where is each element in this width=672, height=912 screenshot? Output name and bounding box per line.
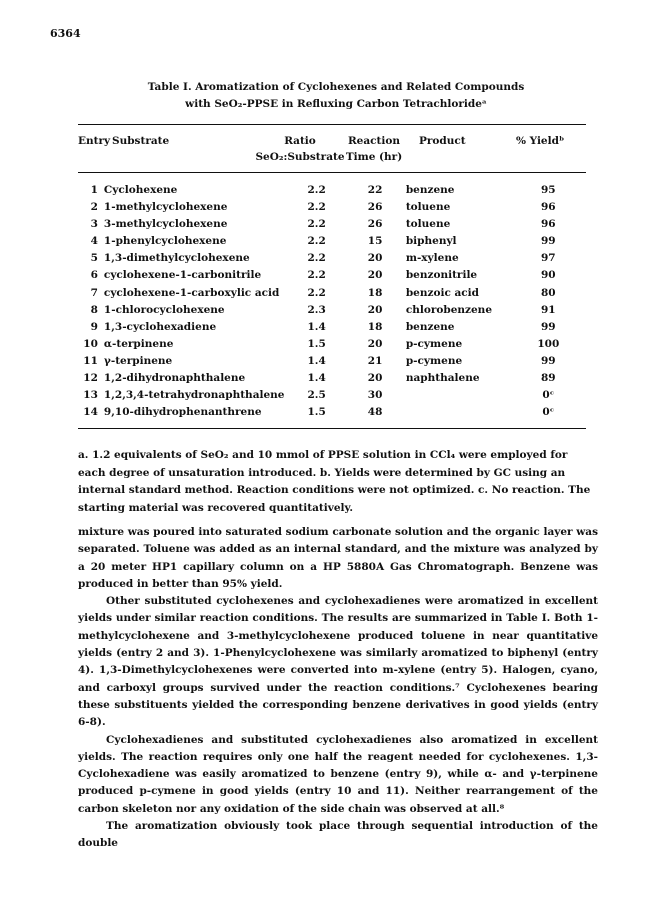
cell-yield: 99 <box>540 235 556 248</box>
cell-substrate: 1,3-cyclohexadiene <box>103 320 217 333</box>
header-ratio-line1: Ratio <box>284 135 316 147</box>
cell-substrate: 1,3-dimethylcyclohexene <box>103 252 250 265</box>
cell-entry: 13 <box>83 389 98 402</box>
cell-product: benzoic acid <box>405 286 480 299</box>
cell-product: benzene <box>405 320 455 333</box>
cell-substrate: 1-chlorocyclohexene <box>103 303 225 316</box>
cell-ratio: 2.2 <box>307 218 326 231</box>
cell-yield: 96 <box>540 201 556 214</box>
cell-product: toluene <box>405 218 451 231</box>
table-row <box>78 233 586 250</box>
table-row <box>78 285 586 302</box>
cell-ratio: 1.4 <box>307 354 326 367</box>
cell-time: 20 <box>367 252 383 265</box>
table-title <box>0 79 672 113</box>
cell-yield: 80 <box>540 286 556 299</box>
cell-ratio: 1.4 <box>307 320 326 333</box>
cell-entry: 9 <box>90 320 98 333</box>
cell-entry: 14 <box>83 406 98 419</box>
cell-time: 22 <box>367 184 383 196</box>
header-entry: Entry <box>78 135 111 147</box>
cell-time: 18 <box>367 320 383 333</box>
header-ratio <box>248 133 352 165</box>
cell-entry: 2 <box>90 201 98 214</box>
cell-product <box>406 404 511 421</box>
cell-product: p-cymene <box>405 337 463 350</box>
cell-yield: 100 <box>537 337 560 350</box>
cell-ratio: 2.2 <box>307 269 326 282</box>
cell-yield: 95 <box>540 184 556 196</box>
cell-product <box>406 387 511 404</box>
table-row <box>78 267 586 284</box>
cell-substrate: cyclohexene-1-carbonitrile <box>103 269 262 282</box>
cell-ratio: 2.3 <box>307 303 326 316</box>
cell-entry: 8 <box>90 303 98 316</box>
header-substrate: Substrate <box>112 135 170 147</box>
table-footnote: a. 1.2 equivalents of SeO₂ and 10 mmol of PPSE solution in CCl₄ were employed for each degree of unsaturation introduced. b. Yields were determined by GC using an internal standard method. Reaction conditions were not optimized. c. No reaction. The starting material was recovered quantitatively. <box>78 449 591 514</box>
cell-ratio: 2.2 <box>307 184 326 196</box>
cell-ratio: 2.2 <box>307 201 326 214</box>
table-row <box>78 182 586 199</box>
table-row <box>78 199 586 216</box>
cell-substrate: γ-terpinene <box>103 354 173 367</box>
cell-entry: 4 <box>90 235 98 248</box>
header-product: Product <box>419 135 466 147</box>
header-time-line2: Time (hr) <box>345 151 403 163</box>
cell-time: 26 <box>367 201 383 214</box>
table-row <box>78 250 586 267</box>
cell-entry: 3 <box>90 218 98 231</box>
header-ratio-line2: SeO₂:Substrate <box>255 151 345 163</box>
table-bottom-rule <box>78 428 586 429</box>
cell-yield: 99 <box>540 320 556 333</box>
paragraph-1: mixture was poured into saturated sodium carbonate solution and the organic layer was separated. Toluene was added as an internal standard, and the mixture was analyzed by a 20 meter HP1 capillary column on a HP 5880A Gas Chromatograph. Benzene was produced in better than 95% yield. <box>78 526 598 590</box>
cell-entry: 12 <box>83 372 98 385</box>
cell-yield: 96 <box>540 218 556 231</box>
cell-yield: 0ᶜ <box>542 406 555 419</box>
table-row <box>78 319 586 336</box>
cell-entry: 6 <box>90 269 98 282</box>
cell-entry: 7 <box>90 286 98 299</box>
header-time-line1: Reaction <box>347 135 401 147</box>
paragraph-3: Cyclohexadienes and substituted cyclohexadienes also aromatized in excellent yields. The reaction requires only one half the reagent needed for cyclohexenes. 1,3-Cyclohexadiene was easily aromatized to benzene (entry 9), while α- and γ-terpinene produced p-cymene in good yields (entry 10 and 11). Neither rearrangement of the carbon skeleton nor any oxidation of the side chain was observed at all.⁸ <box>78 733 598 815</box>
cell-ratio: 1.4 <box>307 372 326 385</box>
table-row <box>78 404 586 421</box>
cell-yield: 97 <box>540 252 556 265</box>
cell-entry: 10 <box>83 337 98 350</box>
cell-ratio: 2.5 <box>307 389 326 402</box>
table-header-rule <box>78 172 586 173</box>
cell-product: naphthalene <box>405 372 480 385</box>
cell-substrate: cyclohexene-1-carboxylic acid <box>103 286 280 299</box>
cell-time: 48 <box>367 406 383 419</box>
cell-product: p-cymene <box>405 354 463 367</box>
cell-ratio: 1.5 <box>307 337 326 350</box>
table-row <box>78 387 586 404</box>
cell-entry: 11 <box>83 354 98 367</box>
page-number: 6364 <box>50 27 81 40</box>
cell-substrate: Cyclohexene <box>103 184 178 196</box>
cell-product: chlorobenzene <box>405 303 492 316</box>
table-title-line1: Table I. Aromatization of Cyclohexenes and Related Compounds <box>147 81 525 93</box>
table-row <box>78 370 586 387</box>
cell-yield: 90 <box>540 269 556 282</box>
cell-ratio: 2.2 <box>307 286 326 299</box>
cell-product: toluene <box>405 201 451 214</box>
paragraph-2: Other substituted cyclohexenes and cyclohexadienes were aromatized in excellent yields under similar reaction conditions. The results are summarized in Table I. Both 1-methylcyclohexene and 3-methylcyclohexene produced toluene in near quantitative yields (entry 2 and 3). 1-Phenylcyclohexene was similarly aromatized to biphenyl (entry 4). 1,3-Dimethylcyclohexenes were converted into m-xylene (entry 5). Halogen, cyano, and carboxyl groups survived under the reaction conditions.⁷ Cyclohexenes bearing these substituents yielded the corresponding benzene derivatives in good yields (entry 6-8). <box>78 595 598 729</box>
cell-product: benzonitrile <box>405 269 478 282</box>
cell-yield: 89 <box>540 372 556 385</box>
cell-time: 20 <box>367 337 383 350</box>
table-row <box>78 302 586 319</box>
cell-product: biphenyl <box>405 235 457 248</box>
table-row <box>78 353 586 370</box>
header-time <box>340 133 408 165</box>
aromatization-table <box>78 182 586 421</box>
cell-ratio: 2.2 <box>307 235 326 248</box>
cell-substrate: 3-methylcyclohexene <box>103 218 228 231</box>
cell-substrate: 9,10-dihydrophenanthrene <box>103 406 262 419</box>
cell-yield: 91 <box>540 303 556 316</box>
cell-substrate: 1,2,3,4-tetrahydronaphthalene <box>103 389 285 402</box>
paragraph-4: The aromatization obviously took place through sequential introduction of the double <box>78 820 598 850</box>
table-row <box>78 216 586 233</box>
cell-time: 18 <box>367 286 383 299</box>
body-text <box>78 524 598 853</box>
cell-substrate: 1-methylcyclohexene <box>103 201 228 214</box>
cell-time: 15 <box>367 235 383 248</box>
cell-time: 20 <box>367 372 383 385</box>
cell-yield: 0ᶜ <box>542 389 555 402</box>
table-row <box>78 336 586 353</box>
table-title-line2: with SeO₂-PPSE in Refluxing Carbon Tetrachlorideᵃ <box>185 98 487 110</box>
cell-ratio: 2.2 <box>307 252 326 265</box>
cell-substrate: 1,2-dihydronaphthalene <box>103 372 246 385</box>
cell-time: 30 <box>367 389 383 402</box>
cell-substrate: α-terpinene <box>103 337 174 350</box>
header-yield: % Yieldᵇ <box>516 135 565 147</box>
cell-time: 20 <box>367 269 383 282</box>
cell-entry: 5 <box>90 252 98 265</box>
table-top-rule <box>78 124 586 125</box>
cell-ratio: 1.5 <box>307 406 326 419</box>
cell-time: 26 <box>367 218 383 231</box>
cell-product: benzene <box>405 184 455 196</box>
cell-entry: 1 <box>90 184 98 196</box>
cell-yield: 99 <box>540 354 556 367</box>
cell-time: 20 <box>367 303 383 316</box>
cell-time: 21 <box>367 354 383 367</box>
cell-product: m-xylene <box>405 252 459 265</box>
cell-substrate: 1-phenylcyclohexene <box>103 235 227 248</box>
